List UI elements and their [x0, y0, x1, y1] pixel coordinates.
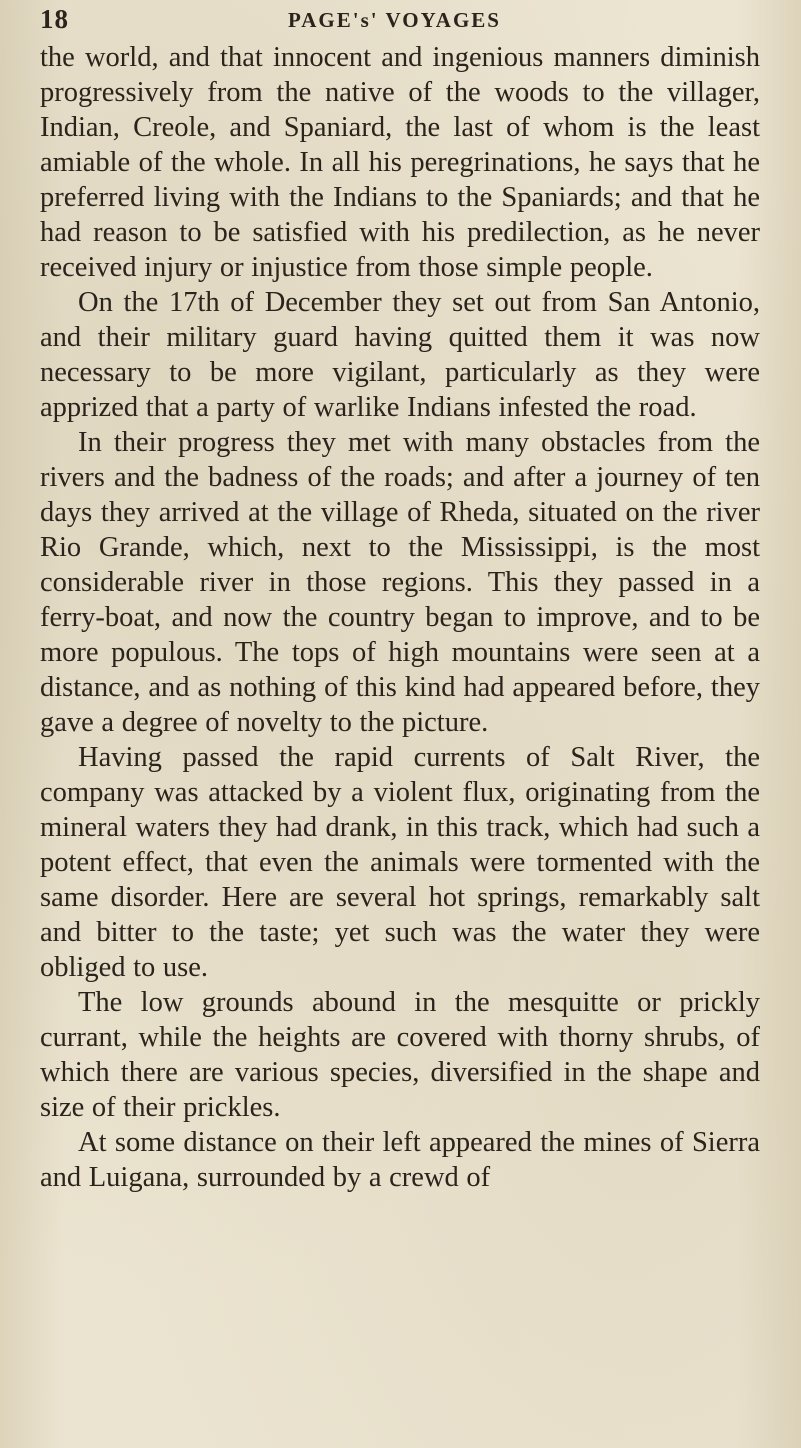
running-title: PAGE's' VOYAGES: [288, 8, 501, 32]
paragraph-salt-river: Having passed the rapid currents of Salt River, the company was attacked by a violent flux, originating from the mineral waters they had drank, in this track, which had such a potent effect, that even the animals were tormented with the same disorder. Here are several hot springs, remarkably salt and bitter to the taste; yet such was the water they were obliged to use.: [40, 742, 760, 983]
paragraph-departure-san-antonio: On the 17th of December they set out from San Antonio, and their military guard having quitted them it was now necessary to be more vigilant, particularly as they were apprized that a party of warlike Indians infested the road.: [40, 287, 760, 423]
paragraph-continued: the world, and that innocent and ingenious manners diminish progressively from the native of the woods to the villager, Indian, Creole, and Spaniard, the last of whom is the least amiable of the whole. In all his peregrinations, he says that he preferred living with the Indians to the Spaniards; and that he had reason to be satisfied with his predilection, as he never received injury or injustice from those simple people.: [40, 42, 760, 283]
page-number: 18: [40, 4, 69, 34]
body-text: [40, 40, 760, 1195]
running-head: [40, 4, 760, 44]
paragraph-mesquitte: The low grounds abound in the mesquitte or prickly currant, while the heights are covered with thorny shrubs, of which there are various species, diversified in the shape and size of their prickles.: [40, 987, 760, 1123]
paragraph-rio-grande: In their progress they met with many obstacles from the rivers and the badness of the roads; and after a journey of ten days they arrived at the village of Rheda, situated on the river Rio Grande, which, next to the Mississippi, is the most considerable river in those regions. This they passed in a ferry-boat, and now the country began to improve, and to be more populous. The tops of high mountains were seen at a distance, and as nothing of this kind had appeared before, they gave a degree of novelty to the picture.: [40, 427, 760, 738]
paragraph-mines: At some distance on their left appeared the mines of Sierra and Luigana, surrounded by a crewd of: [40, 1127, 760, 1193]
